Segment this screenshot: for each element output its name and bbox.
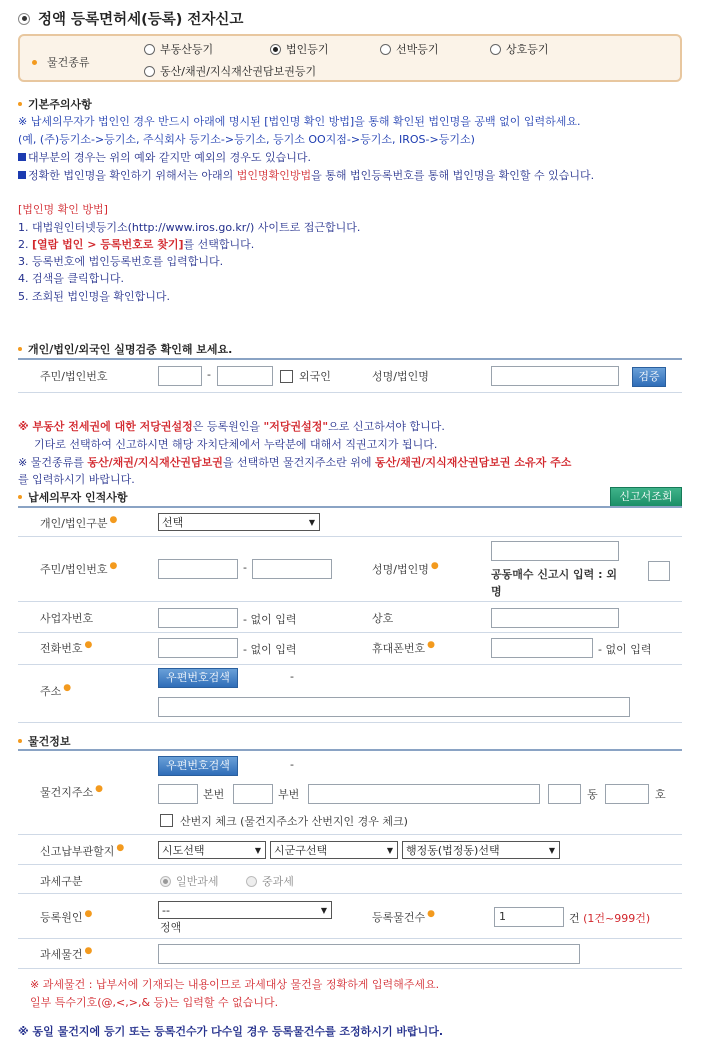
type-label: 개인/법인구분 ●: [40, 515, 118, 530]
bullet-icon: [18, 102, 22, 106]
dash: -: [243, 561, 247, 574]
count-label: 등록물건수 ●: [372, 909, 435, 924]
cause-label: 등록원인 ●: [40, 909, 93, 924]
joint-buyer-count-input[interactable]: [648, 561, 670, 581]
bubeon-label: 부번: [278, 788, 300, 801]
method-step-4: 4. 검색을 클릭합니다.: [18, 272, 124, 285]
ho-input[interactable]: [605, 784, 649, 804]
divider: [18, 358, 682, 360]
required-icon: ●: [63, 683, 72, 693]
biz-number-label: 사업자번호: [40, 612, 94, 625]
divider: [18, 938, 682, 939]
method-step-3: 3. 등록번호에 법인등록번호를 입력합니다.: [18, 255, 224, 268]
taxable-input[interactable]: [158, 944, 580, 964]
bonbeon-label: 본번: [203, 788, 225, 801]
mountain-lot-checkbox[interactable]: [160, 814, 173, 827]
verify-name-input[interactable]: [491, 366, 619, 386]
bullet-icon: [18, 495, 22, 499]
notice-line-3: 대부분의 경우는 위의 예와 같지만 예외의 경우도 있습니다.: [18, 149, 311, 165]
radio-circle-icon[interactable]: [246, 876, 257, 887]
reg-number-label: 주민/법인번호 ●: [40, 561, 118, 576]
required-icon: ●: [84, 909, 93, 919]
count-unit: 건 (1건~999건): [569, 912, 651, 925]
chevron-down-icon: ▼: [386, 845, 394, 855]
mobile-input[interactable]: [491, 638, 593, 658]
required-icon: ●: [95, 784, 103, 794]
address-input[interactable]: [158, 697, 630, 717]
divider: [18, 834, 682, 835]
property-addr-prefix-input[interactable]: [158, 784, 198, 804]
bullet-icon: [18, 739, 22, 743]
cause-sub-label: 정액: [160, 921, 182, 934]
property-heading: 물건정보: [18, 733, 71, 749]
title-bullet-icon: [18, 13, 30, 25]
property-type-box: [18, 34, 682, 82]
notice-line-1: ※ 납세의무자가 법인인 경우 반드시 아래에 명시된 [법인명 확인 방법]을 통해 확인된 법인명을 공백 없이 입력하세요.: [18, 115, 581, 128]
method-step-1: 1. 대법원인터넷등기소(http://www.iros.go.kr/) 사이트로 접근합니다.: [18, 221, 361, 234]
trade-name-input[interactable]: [491, 608, 619, 628]
mobile-label: 휴대폰번호 ●: [372, 640, 435, 655]
dong-label: 동: [587, 788, 598, 801]
phone-input[interactable]: [158, 638, 238, 658]
bubeon-input[interactable]: [308, 784, 540, 804]
divider: [18, 632, 682, 633]
required-icon: ●: [84, 640, 93, 650]
method-step-5: 5. 조회된 법인명을 확인합니다.: [18, 290, 170, 303]
square-bullet-icon: [18, 153, 26, 161]
verify-reg-front-input[interactable]: [158, 366, 202, 386]
no-dash-hint: - 없이 입력: [243, 643, 297, 656]
radio-real-estate[interactable]: 부동산등기: [144, 41, 213, 57]
divider: [18, 864, 682, 865]
warning-line-2: 기타로 선택하여 신고하시면 해당 자치단체에서 누락분에 대해서 직권고지가 됩니다.: [34, 438, 438, 451]
sigungu-select[interactable]: 시군구선택 ▼: [270, 841, 398, 859]
warning-line-3: ※ 물건종류를 동산/채권/지식재산권담보권을 선택하면 물건지주소란 위에 동산/채권/지식재산권담보권 소유자 주소: [18, 456, 572, 469]
divider: [18, 749, 682, 751]
radio-circle-icon[interactable]: [270, 44, 281, 55]
required-icon: ●: [430, 561, 439, 571]
property-address-label: 물건지주소 ●: [40, 784, 103, 799]
reg-number-front-input[interactable]: [158, 559, 238, 579]
no-dash-hint: - 없이 입력: [598, 643, 652, 656]
chevron-down-icon: ▼: [308, 517, 316, 527]
divider: [18, 722, 682, 723]
dong-input[interactable]: [548, 784, 581, 804]
count-input[interactable]: 1: [494, 907, 564, 927]
foreigner-checkbox[interactable]: [280, 370, 293, 383]
divider: [18, 968, 682, 969]
method-heading: [법인명 확인 방법]: [18, 203, 108, 216]
radio-circle-icon[interactable]: [144, 44, 155, 55]
taxpayer-type-select[interactable]: 선택 ▼: [158, 513, 320, 531]
warning-line-1: ※ 부동산 전세권에 대한 저당권설정은 등록원인을 "저당권설정"으로 신고하셔야 합니다.: [18, 420, 445, 433]
radio-circle-icon[interactable]: [160, 876, 171, 887]
radio-corporate[interactable]: 법인등기: [270, 41, 329, 57]
divider: [18, 536, 682, 537]
radio-movable-collateral[interactable]: 동산/채권/지식재산권담보권등기: [144, 63, 316, 79]
dash: -: [207, 368, 211, 381]
required-icon: ●: [84, 946, 93, 956]
required-icon: ●: [427, 909, 435, 919]
radio-trade-name[interactable]: 상호등기: [490, 41, 549, 57]
taxable-label: 과세물건 ●: [40, 946, 93, 961]
radio-general-tax[interactable]: 일반과세: [160, 873, 219, 889]
required-icon: ●: [109, 561, 118, 571]
radio-circle-icon[interactable]: [144, 66, 155, 77]
no-dash-hint: - 없이 입력: [243, 613, 297, 626]
taxpayer-name-label: 성명/법인명 ●: [372, 561, 439, 576]
divider: [18, 392, 682, 393]
required-icon: ●: [427, 640, 435, 650]
ho-label: 호: [655, 788, 666, 801]
divider: [18, 893, 682, 894]
radio-heavy-tax[interactable]: 중과세: [246, 873, 294, 889]
bullet-icon: [32, 60, 37, 65]
property-note-1: ※ 과세물건 : 납부서에 기재되는 내용이므로 과세대상 물건을 정확하게 입력해주세요.: [30, 978, 440, 991]
chevron-down-icon: ▼: [548, 845, 556, 855]
cause-select[interactable]: -- ▼: [158, 901, 332, 919]
bullet-icon: [18, 347, 22, 351]
notice-heading: 기본주의사항: [18, 96, 92, 112]
verify-reg-back-input[interactable]: [217, 366, 273, 386]
joint-buyer-note: 공동매수 신고시 입력 : 외: [491, 568, 617, 581]
property-type-label: 물건종류: [32, 54, 90, 70]
footer-note: ※ 동일 물건지에 등기 또는 등록건수가 다수일 경우 등록물건수를 조정하시기 바랍니다.: [18, 1025, 444, 1038]
warning-line-4: 를 입력하시기 바랍니다.: [18, 473, 135, 486]
divider: [18, 601, 682, 602]
foreigner-label: 외국인: [299, 370, 331, 383]
tax-type-label: 과세구분: [40, 875, 83, 888]
page-title: 정액 등록면허세(등록) 전자신고: [18, 8, 243, 29]
notice-line-2: (예, (주)등기소->등기소, 주식회사 등기소->등기소, 등기소 OO지점->등기소, IROS->등기소): [18, 133, 475, 146]
reg-number-back-input[interactable]: [252, 559, 332, 579]
divider: [18, 664, 682, 665]
property-zip-search-button[interactable]: 우편번호검색: [158, 756, 238, 776]
notice-line-4: 정확한 법인명을 확인하기 위해서는 아래의 법인명확인방법을 통해 법인등록번호를 통해 법인명을 확인할 수 있습니다.: [18, 167, 594, 183]
chevron-down-icon: ▼: [320, 905, 328, 915]
radio-ship[interactable]: 선박등기: [380, 41, 439, 57]
dong-select[interactable]: 행정동(법정동)선택 ▼: [402, 841, 560, 859]
biz-number-input[interactable]: [158, 608, 238, 628]
zip-dash: -: [290, 670, 294, 683]
phone-label: 전화번호 ●: [40, 640, 93, 655]
method-step-2: 2. [열람 법인 > 등록번호로 찾기]를 선택합니다.: [18, 238, 255, 251]
property-note-2: 일부 특수기호(@,<,>,& 등)는 입력할 수 없습니다.: [30, 996, 279, 1009]
zip-search-button[interactable]: 우편번호검색: [158, 668, 238, 688]
bonbeon-input[interactable]: [233, 784, 273, 804]
address-label: 주소 ●: [40, 683, 72, 698]
zip-dash: -: [290, 758, 294, 771]
chevron-down-icon: ▼: [254, 845, 262, 855]
required-icon: ●: [116, 843, 125, 853]
verify-heading: 개인/법인/외국인 실명검증 확인해 보세요.: [18, 341, 232, 357]
taxpayer-name-input[interactable]: [491, 541, 619, 561]
radio-circle-icon[interactable]: [380, 44, 391, 55]
square-bullet-icon: [18, 171, 26, 179]
office-label: 신고납부관할지 ●: [40, 843, 125, 858]
trade-name-label: 상호: [372, 612, 394, 625]
lookup-report-button[interactable]: 신고서조회: [610, 487, 682, 507]
taxpayer-heading: 납세의무자 인적사항: [18, 489, 127, 505]
verify-reg-label: 주민/법인번호: [40, 370, 108, 383]
radio-circle-icon[interactable]: [490, 44, 501, 55]
mountain-lot-label: 산번지 체크 (물건지주소가 산번지인 경우 체크): [180, 815, 408, 828]
sido-select[interactable]: 시도선택 ▼: [158, 841, 266, 859]
verify-button[interactable]: 검증: [632, 367, 666, 387]
required-icon: ●: [109, 515, 118, 525]
joint-buyer-unit: 명: [491, 585, 502, 598]
verify-name-label: 성명/법인명: [372, 370, 429, 383]
divider: [18, 506, 682, 508]
